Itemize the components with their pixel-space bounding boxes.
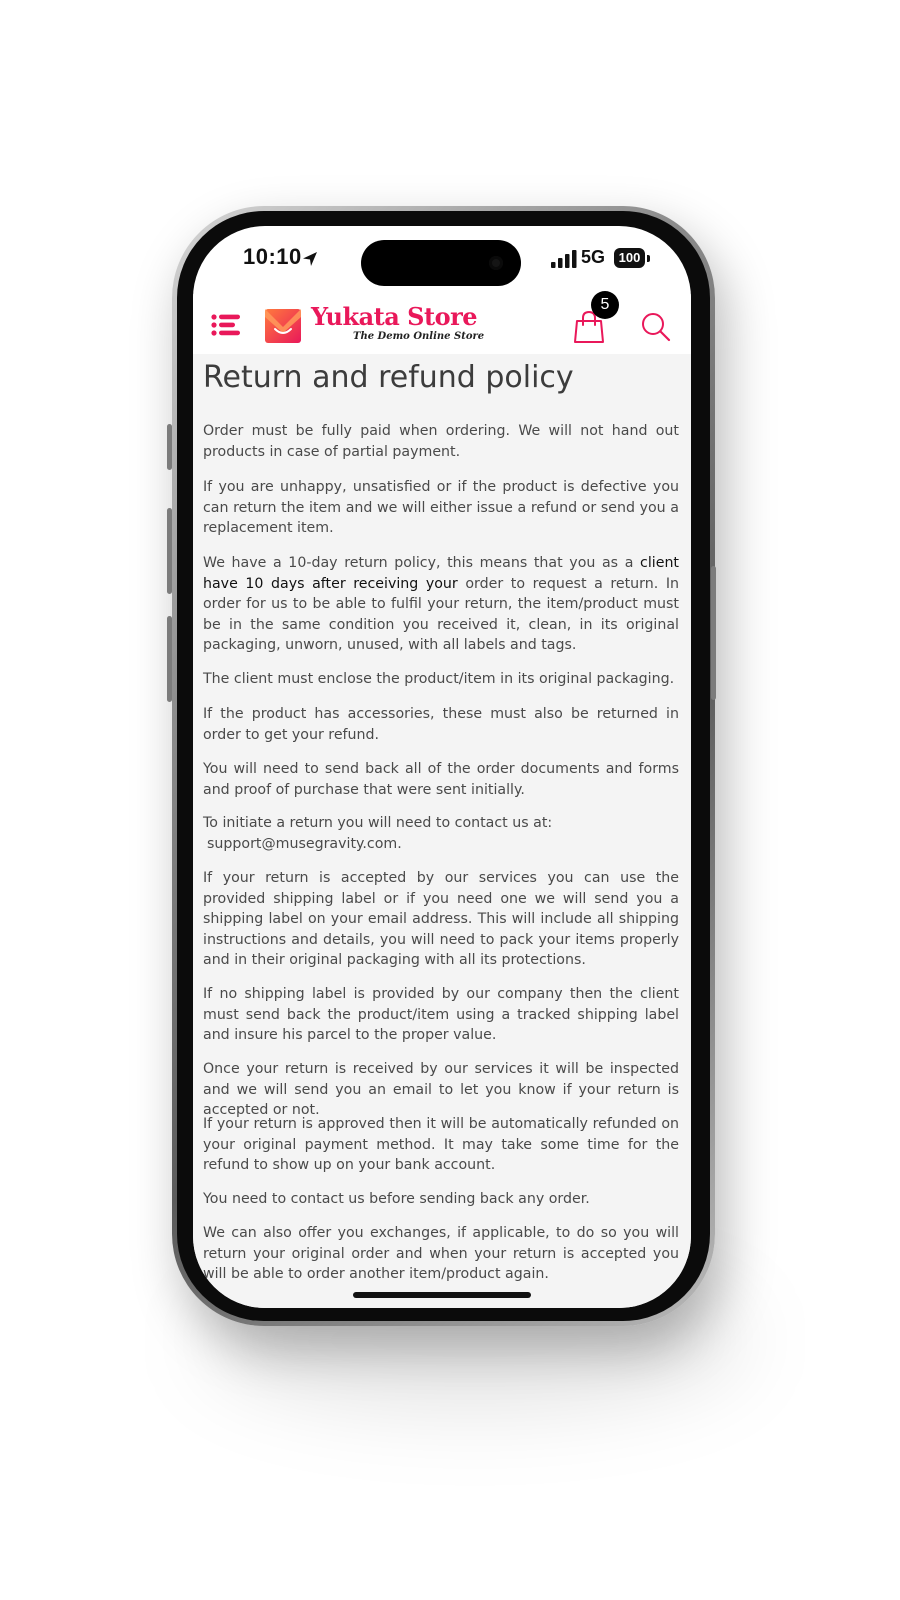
location-arrow-icon [301, 250, 319, 268]
policy-paragraph: You need to contact us before sending back any order. [203, 1191, 590, 1207]
signal-bars-icon [551, 250, 577, 268]
policy-paragraph-contact [203, 813, 679, 854]
policy-paragraph: We can also offer you exchanges, if applicable, to do so you will return your original order and when your return is accepted you will be able to order another item/product again. [203, 1225, 679, 1282]
cart-count-badge[interactable]: 5 [591, 291, 619, 319]
power-button [711, 566, 716, 700]
network-type: 5G [581, 247, 606, 267]
p3-text-after: order to request a return. In order for us to be able to fulfil your return, the item/product must be in the same condition you received it, clean, in its original packaging, unworn, unused, with all labels and tags. [203, 575, 679, 653]
store-logo-tagline: The Demo Online Store [353, 331, 485, 342]
status-time: 10:10 [243, 244, 302, 269]
policy-paragraph-return-window [203, 553, 679, 656]
p3-text-emphasis: client have 10 days after receiving your [203, 555, 679, 592]
battery-icon: 100 [614, 248, 645, 268]
policy-paragraph: If you are unhappy, unsatisfied or if the product is defective you can return the item and we will either issue a refund or send you a replacement item. [203, 479, 679, 536]
policy-content [193, 354, 691, 1308]
store-logo-name[interactable]: Yukata Store [311, 302, 478, 331]
status-bar [193, 226, 691, 294]
p7-text-before: To initiate a return you will need to contact us at: [203, 815, 553, 831]
policy-paragraph: If your return is approved then it will be automatically refunded on your original payment method. It may take some time for the refund to show up on your bank account. [203, 1116, 679, 1173]
policy-paragraph: Order must be fully paid when ordering. We will not hand out products in case of partial payment. [203, 423, 679, 460]
support-email-link[interactable]: support@musegravity.com. [207, 835, 402, 852]
search-icon[interactable] [641, 312, 671, 342]
store-logo-icon[interactable] [263, 305, 303, 345]
volume-up-button [167, 508, 172, 594]
policy-paragraph: Once your return is received by our services it will be inspected and we will send you an email to let you know if your return is accepted or not. [203, 1061, 679, 1118]
menu-icon[interactable] [211, 311, 241, 339]
home-indicator[interactable] [353, 1292, 531, 1298]
page-title: Return and refund policy [203, 360, 574, 395]
policy-paragraph: If the product has accessories, these must also be returned in order to get your refund. [203, 706, 679, 743]
volume-down-button [167, 616, 172, 702]
policy-paragraph: If no shipping label is provided by our company then the client must send back the product/item using a tracked shipping label and insure his parcel to the proper value. [203, 986, 679, 1043]
p3-text-before: We have a 10-day return policy, this means that you as a [203, 555, 641, 571]
store-header [193, 294, 691, 354]
policy-paragraph: You will need to send back all of the order documents and forms and proof of purchase that were sent initially. [203, 761, 679, 798]
battery-tip [647, 255, 650, 262]
policy-paragraph: The client must enclose the product/item in its original packaging. [203, 671, 675, 687]
phone-screen [193, 226, 691, 1308]
front-camera [489, 256, 503, 270]
action-button [167, 424, 172, 470]
policy-paragraph: If your return is accepted by our services you can use the provided shipping label or if you need one we will send you a shipping label on your email address. This will include all shipping instructions and details, you will need to pack your items properly and in their original packaging with all its protections. [203, 870, 679, 968]
dynamic-island [361, 240, 521, 286]
